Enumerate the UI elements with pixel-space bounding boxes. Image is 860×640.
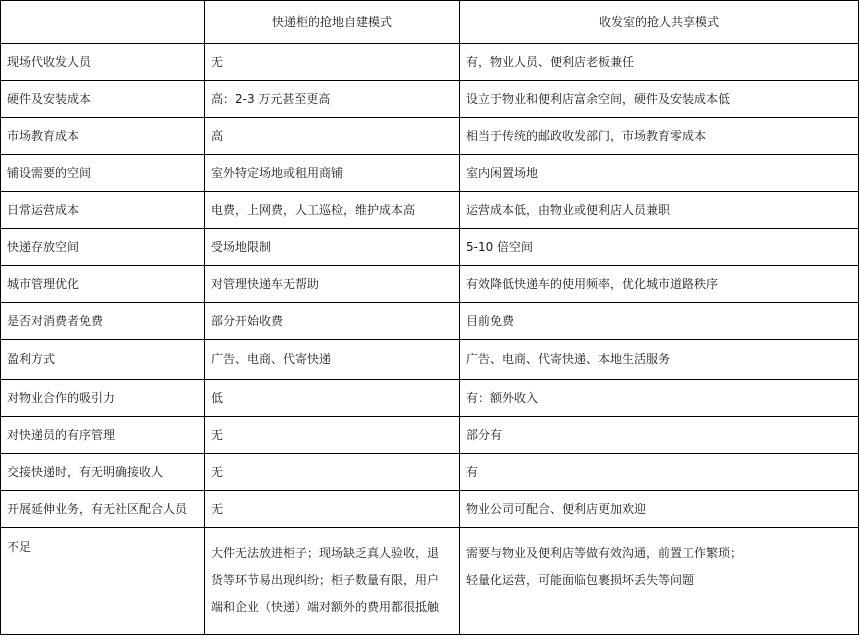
- mailroom-cell: 有: [460, 454, 859, 491]
- locker-shortcoming-line: 端和企业（快递）端对额外的费用都很抵触: [211, 600, 440, 614]
- mailroom-shortcomings-cell: [460, 528, 859, 635]
- mailroom-cell: 设立于物业和便利店富余空间，硬件及安装成本低: [460, 81, 859, 118]
- mailroom-shortcoming-line: 需要与物业及便利店等做有效沟通，前置工作繁琐；: [466, 546, 743, 560]
- header-locker-model: 快递柜的抢地自建模式: [205, 1, 460, 44]
- mailroom-cell: 有效降低快递车的使用频率，优化城市道路秩序: [460, 266, 859, 303]
- table-row: [1, 118, 859, 155]
- table-row: [1, 340, 859, 380]
- locker-cell: 无: [205, 491, 460, 528]
- table-row: [1, 417, 859, 454]
- locker-cell: 部分开始收费: [205, 303, 460, 340]
- table-row: [1, 44, 859, 81]
- mailroom-cell: 5-10 倍空间: [460, 229, 859, 266]
- row-item-cell: 不足: [1, 528, 205, 635]
- mailroom-cell: 广告、电商、代寄快递、本地生活服务: [460, 340, 859, 380]
- mailroom-cell: 物业公司可配合、便利店更加欢迎: [460, 491, 859, 528]
- row-item-cell: 市场教育成本: [1, 118, 205, 155]
- row-item-cell: 现场代收发人员: [1, 44, 205, 81]
- table-row-shortcomings: [1, 528, 859, 635]
- locker-cell: 高：2-3 万元甚至更高: [205, 81, 460, 118]
- mailroom-shortcoming-line: 轻量化运营，可能面临包裹损坏丢失等问题: [466, 573, 695, 587]
- table-row: [1, 155, 859, 192]
- locker-cell: 电费，上网费，人工巡检，维护成本高: [205, 192, 460, 229]
- row-item-cell: 城市管理优化: [1, 266, 205, 303]
- table-row: [1, 192, 859, 229]
- row-item-cell: 快递存放空间: [1, 229, 205, 266]
- table-row: [1, 266, 859, 303]
- row-item-cell: 对快递员的有序管理: [1, 417, 205, 454]
- locker-shortcoming-line: 大件无法放进柜子；现场缺乏真人验收，退: [211, 546, 440, 560]
- locker-shortcoming-line: 货等环节易出现纠纷；柜子数量有限，用户: [211, 573, 440, 587]
- mailroom-cell: 运营成本低，由物业或便利店人员兼职: [460, 192, 859, 229]
- header-mailroom-model: 收发室的抢人共享模式: [460, 1, 859, 44]
- table-row: [1, 81, 859, 118]
- row-item-cell: 盈利方式: [1, 340, 205, 380]
- mailroom-cell: 有，物业人员、便利店老板兼任: [460, 44, 859, 81]
- header-empty-cell: [1, 1, 205, 44]
- mailroom-cell: 目前免费: [460, 303, 859, 340]
- row-item-cell: 硬件及安装成本: [1, 81, 205, 118]
- table-row: [1, 229, 859, 266]
- table-row: [1, 303, 859, 340]
- mailroom-cell: 相当于传统的邮政收发部门，市场教育零成本: [460, 118, 859, 155]
- mailroom-cell: 有：额外收入: [460, 380, 859, 417]
- table-row: [1, 380, 859, 417]
- row-item-cell: 开展延伸业务，有无社区配合人员: [1, 491, 205, 528]
- locker-cell: 室外特定场地或租用商铺: [205, 155, 460, 192]
- row-item-cell: 是否对消费者免费: [1, 303, 205, 340]
- table-row: [1, 454, 859, 491]
- row-item-cell: 日常运营成本: [1, 192, 205, 229]
- mailroom-cell: 部分有: [460, 417, 859, 454]
- locker-cell: 无: [205, 454, 460, 491]
- row-item-cell: 铺设需要的空间: [1, 155, 205, 192]
- locker-cell: 高: [205, 118, 460, 155]
- locker-cell: 无: [205, 44, 460, 81]
- locker-cell: 广告、电商、代寄快递: [205, 340, 460, 380]
- row-item-cell: 交接快递时，有无明确接收人: [1, 454, 205, 491]
- locker-shortcomings-cell: [205, 528, 460, 635]
- locker-cell: 低: [205, 380, 460, 417]
- table-row: [1, 491, 859, 528]
- mailroom-cell: 室内闲置场地: [460, 155, 859, 192]
- locker-cell: 无: [205, 417, 460, 454]
- row-item-cell: 对物业合作的吸引力: [1, 380, 205, 417]
- table-header-row: [1, 1, 859, 44]
- locker-cell: 对管理快递车无帮助: [205, 266, 460, 303]
- locker-cell: 受场地限制: [205, 229, 460, 266]
